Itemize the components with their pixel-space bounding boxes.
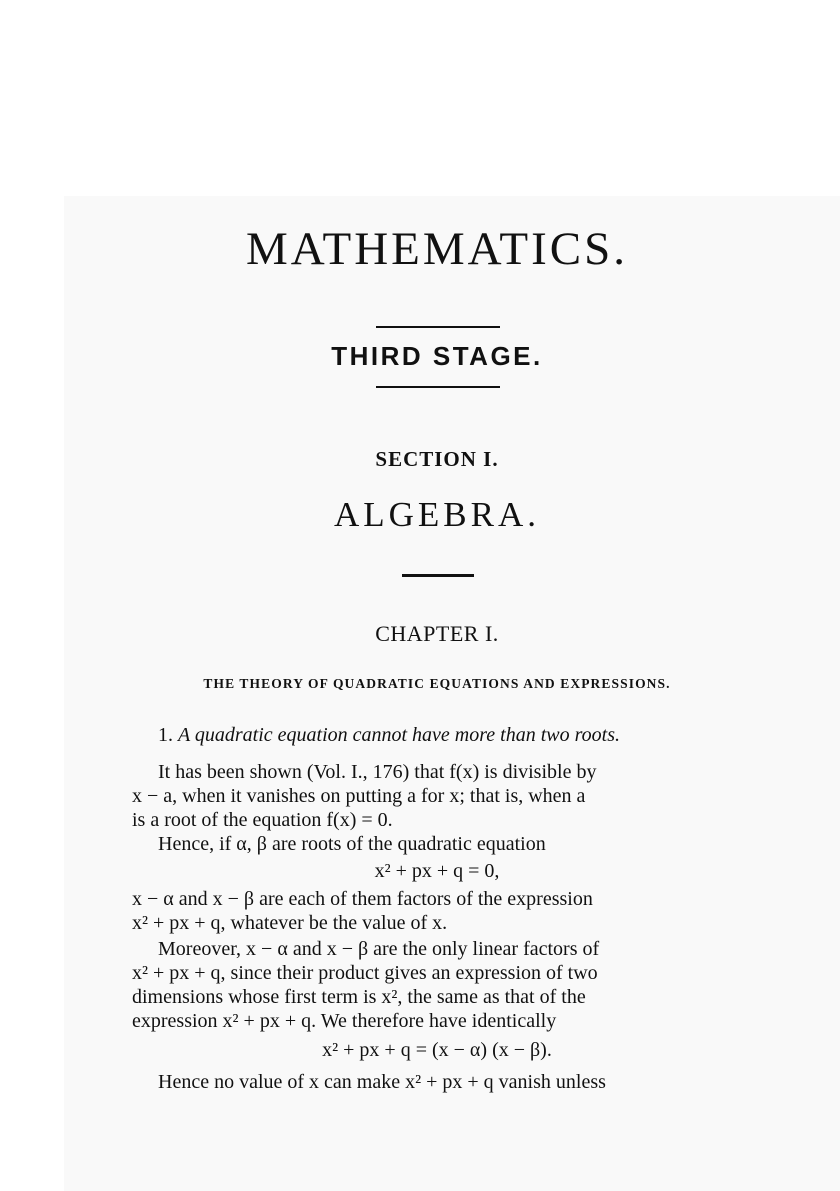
text-line: Moreover, x − α and x − β are the only linear factors of [158,938,600,960]
equation-line: x² + px + q = (x − α) (x − β). [322,1039,552,1061]
stage-title: THIRD STAGE. [331,341,543,371]
text-line: x² + px + q, since their product gives an expression of two [132,962,598,984]
text-line: x² + px + q, whatever be the value of x. [132,912,448,934]
text-line: x − α and x − β are each of them factors of the expression [132,888,593,910]
chapter-subtitle: THE THEORY OF QUADRATIC EQUATIONS AND EXPRESSIONS. [203,676,671,691]
chapter-title: CHAPTER I. [375,621,499,646]
text-line: Hence no value of x can make x² + px + q vanish unless [158,1071,606,1093]
text-line: expression x² + px + q. We therefore have identically [132,1010,557,1032]
equation-line: x² + px + q = 0, [374,860,500,882]
text-line: Hence, if α, β are roots of the quadratic equation [158,833,546,855]
proposition-number: 1. [158,724,173,746]
stage-top-rule [376,326,500,328]
proposition-text: A quadratic equation cannot have more than two roots. [178,724,621,746]
text-line: is a root of the equation f(x) = 0. [132,809,393,831]
section-divider-rule [402,574,474,577]
proposition-heading [158,725,620,745]
section-title: ALGEBRA. [333,495,541,534]
book-title: MATHEMATICS. [245,223,628,275]
section-label: SECTION I. [375,447,499,471]
text-line: It has been shown (Vol. I., 176) that f(x) is divisible by [158,761,597,783]
text-line: x − a, when it vanishes on putting a for x; that is, when a [132,785,586,807]
stage-bottom-rule [376,386,500,388]
text-line: dimensions whose first term is x², the same as that of the [132,986,586,1008]
